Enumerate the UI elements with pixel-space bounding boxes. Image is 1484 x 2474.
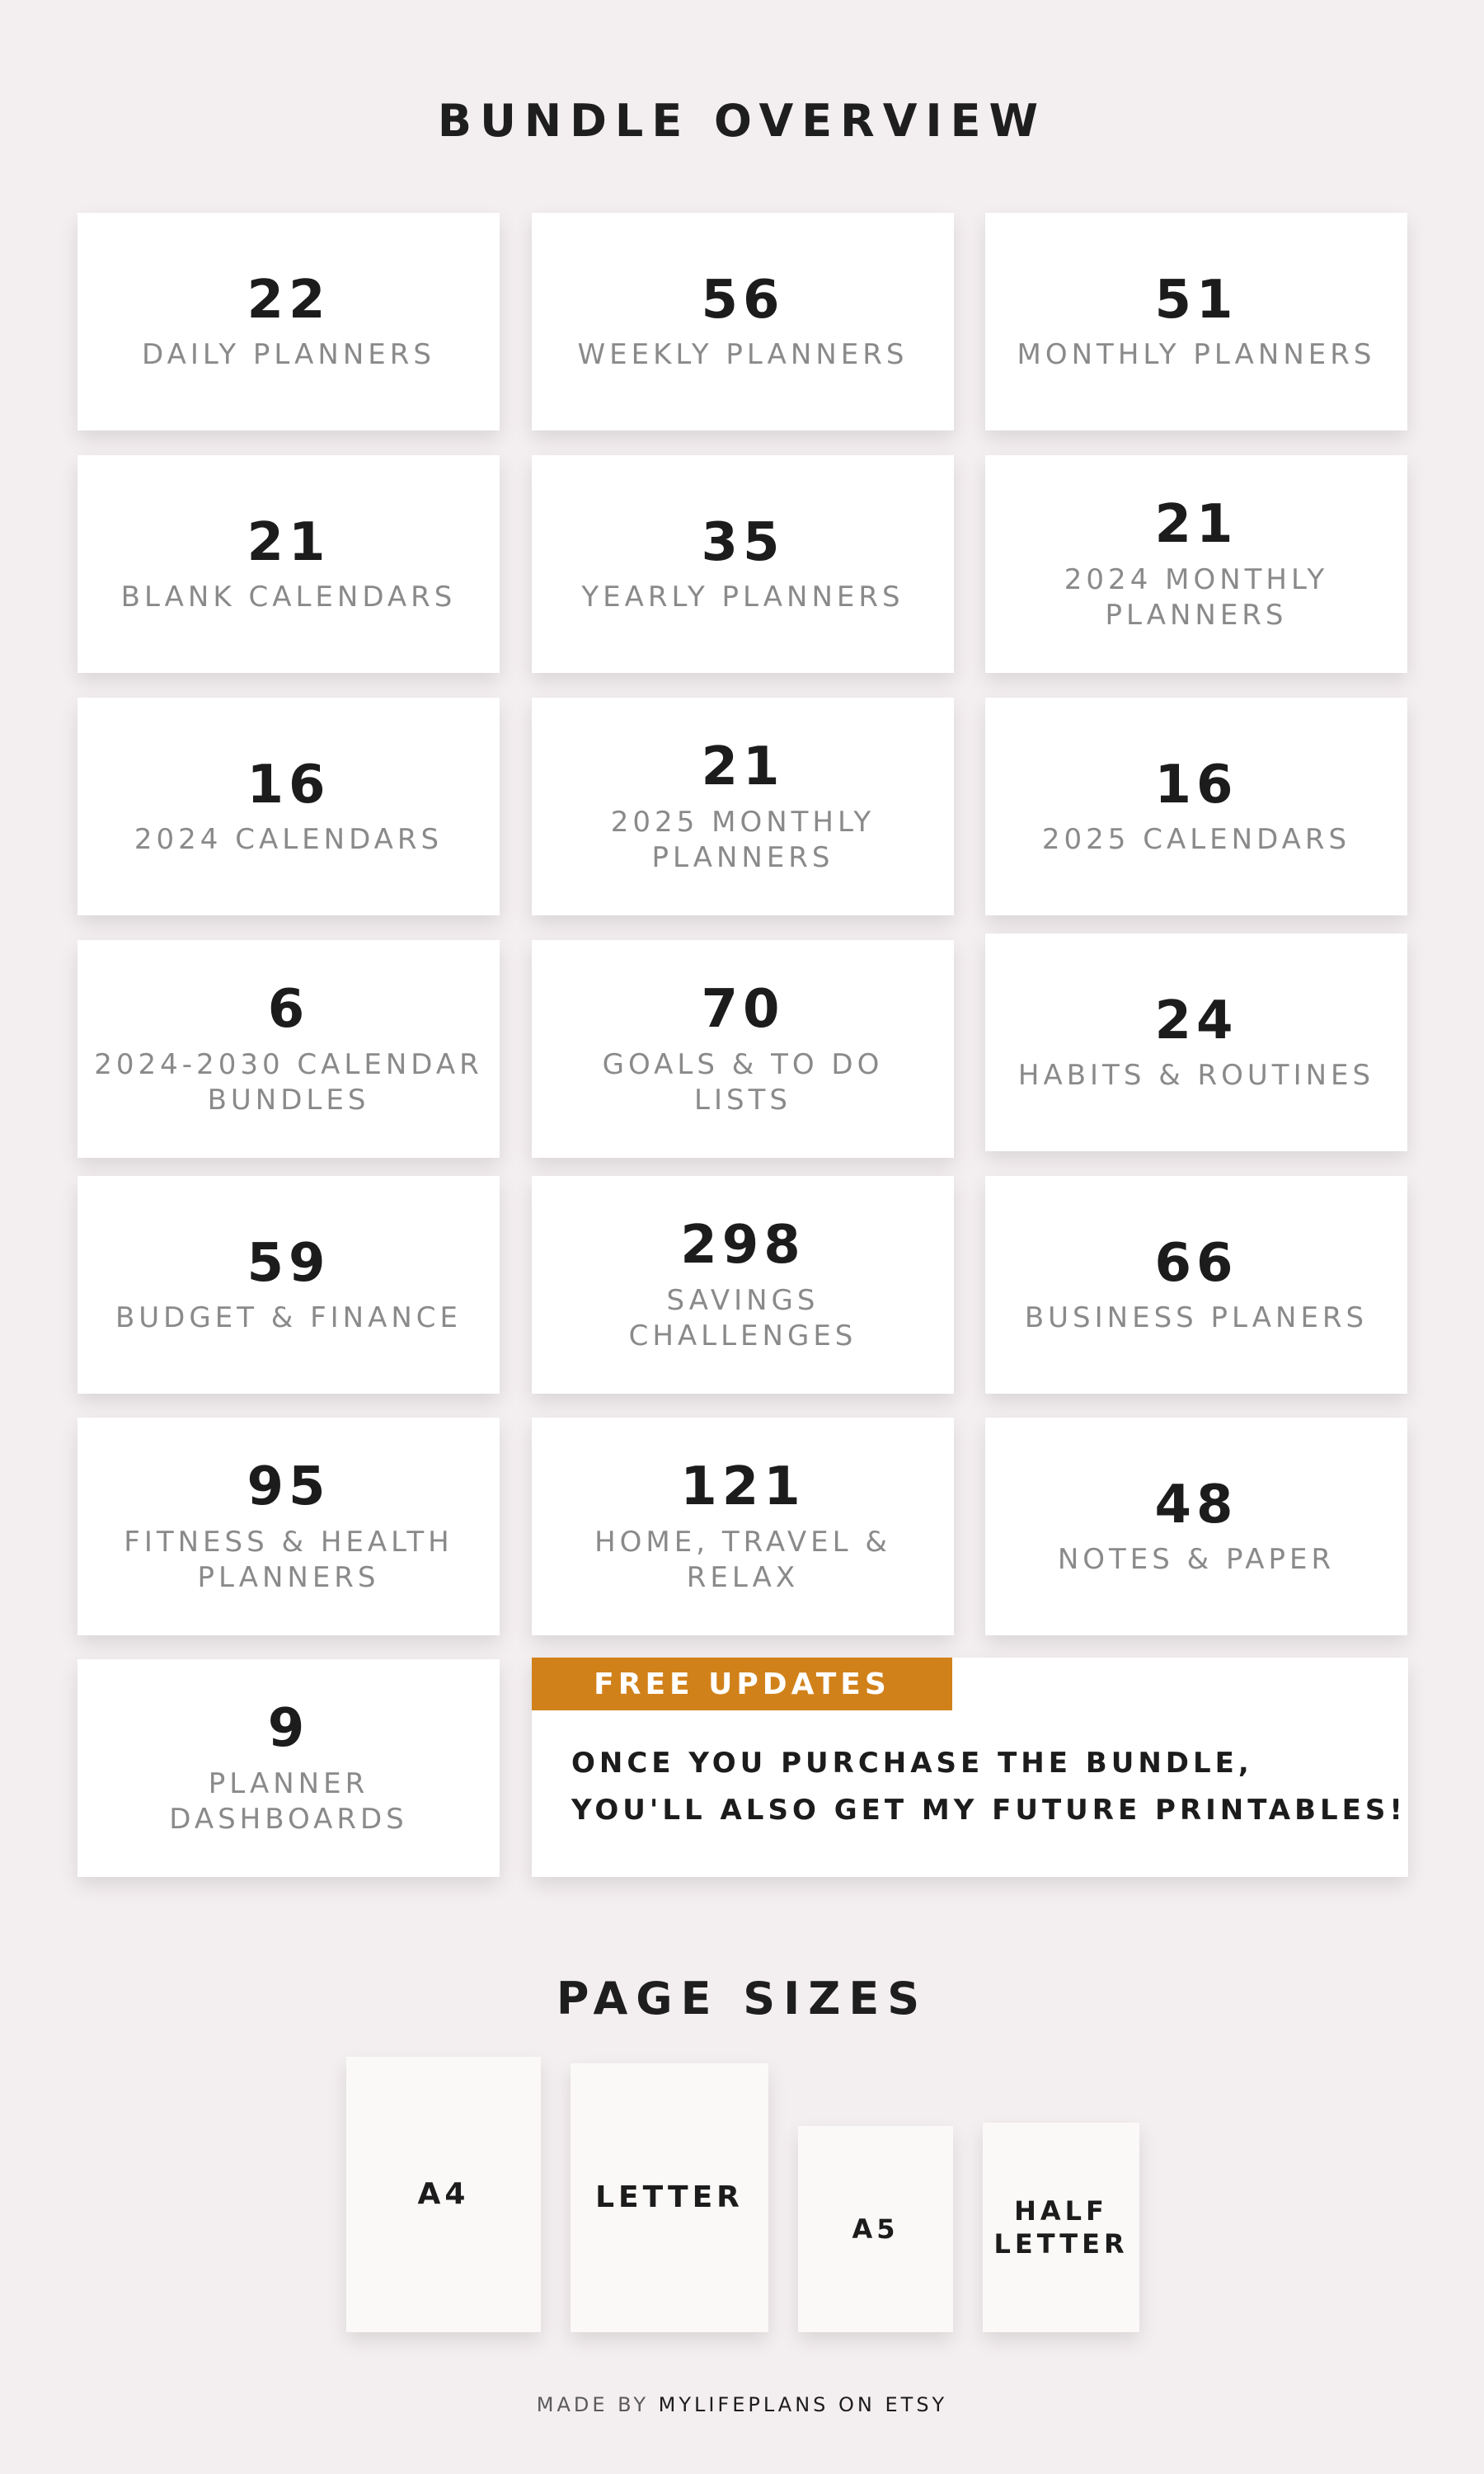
- card-label: SAVINGS CHALLENGES: [628, 1283, 857, 1352]
- card-label: YEARLY PLANNERS: [581, 581, 904, 614]
- footer-brand: MYLIFEPLANS ON ETSY: [658, 2393, 948, 2416]
- card-label: MONTHLY PLANNERS: [1017, 338, 1376, 372]
- bundle-overview-title: BUNDLE OVERVIEW: [437, 95, 1047, 147]
- card-count: 6: [267, 979, 310, 1041]
- card-label: HOME, TRAVEL & RELAX: [594, 1525, 891, 1594]
- card-home-travel-relax: [532, 1418, 954, 1635]
- card-2024-calendars: [77, 698, 500, 915]
- card-count: 66: [1154, 1232, 1238, 1294]
- free-updates-badge: FREE UPDATES: [532, 1658, 952, 1710]
- card-label: 2025 CALENDARS: [1041, 823, 1351, 857]
- card-label: NOTES & PAPER: [1057, 1543, 1336, 1577]
- card-count: 51: [1154, 269, 1238, 331]
- card-count: 121: [680, 1456, 805, 1518]
- card-label: BUSINESS PLANERS: [1024, 1301, 1369, 1335]
- free-updates-card: [532, 1658, 1408, 1877]
- size-half-letter: HALF LETTER: [983, 2123, 1139, 2332]
- free-updates-line-2: YOU'LL ALSO GET MY FUTURE PRINTABLES!: [571, 1794, 1407, 1827]
- card-label: BLANK CALENDARS: [120, 581, 457, 614]
- card-2024-monthly-planners: [985, 455, 1407, 673]
- card-count: 21: [1154, 494, 1238, 556]
- card-label: BUDGET & FINANCE: [115, 1301, 463, 1335]
- free-updates-text: [571, 1740, 1407, 1834]
- card-count: 24: [1154, 990, 1238, 1051]
- footer-prefix: MADE BY: [536, 2393, 659, 2416]
- card-weekly-planners: [532, 213, 954, 430]
- card-label: PLANNER DASHBOARDS: [169, 1766, 408, 1836]
- card-count: 16: [247, 754, 331, 816]
- card-savings-challenges: [532, 1176, 954, 1394]
- card-count: 95: [247, 1456, 331, 1518]
- card-blank-calendars: [77, 455, 500, 673]
- card-2025-calendars: [985, 698, 1407, 915]
- card-count: 9: [267, 1698, 310, 1760]
- card-count: 59: [247, 1232, 331, 1294]
- size-a5: A5: [798, 2126, 953, 2332]
- card-count: 56: [701, 269, 785, 331]
- card-label: 2024 MONTHLY PLANNERS: [1064, 562, 1329, 632]
- card-count: 35: [701, 511, 785, 573]
- card-label: HABITS & ROUTINES: [1017, 1059, 1375, 1093]
- card-label: 2024-2030 CALENDAR BUNDLES: [94, 1047, 483, 1117]
- card-budget-finance: [77, 1176, 500, 1394]
- card-notes-paper: [985, 1418, 1407, 1635]
- card-business-planers: [985, 1176, 1407, 1394]
- card-count: 70: [701, 979, 785, 1041]
- free-updates-line-1: ONCE YOU PURCHASE THE BUNDLE,: [571, 1747, 1253, 1780]
- card-monthly-planners: [985, 213, 1407, 430]
- card-label: FITNESS & HEALTH PLANNERS: [124, 1525, 453, 1594]
- card-count: 21: [701, 736, 785, 798]
- size-a4: A4: [346, 2057, 541, 2332]
- card-planner-dashboards: [77, 1659, 500, 1877]
- card-label: 2024 CALENDARS: [134, 823, 444, 857]
- card-label: 2025 MONTHLY PLANNERS: [610, 805, 876, 874]
- card-label: GOALS & TO DO LISTS: [602, 1047, 884, 1117]
- card-count: 21: [247, 511, 331, 573]
- card-yearly-planners: [532, 455, 954, 673]
- card-goals-to-do-lists: [532, 940, 954, 1158]
- card-count: 298: [680, 1215, 805, 1277]
- card-count: 48: [1154, 1474, 1238, 1536]
- card-daily-planners: [77, 213, 500, 430]
- card-habits-routines: [985, 934, 1407, 1151]
- page-sizes-title: PAGE SIZES: [556, 1973, 928, 2025]
- card-2024-2030-calendar-bundles: [77, 940, 500, 1158]
- footer-credit: [0, 2393, 1484, 2416]
- size-letter: LETTER: [571, 2063, 768, 2332]
- card-2025-monthly-planners: [532, 698, 954, 915]
- card-label: WEEKLY PLANNERS: [577, 338, 909, 372]
- card-label: DAILY PLANNERS: [142, 338, 435, 372]
- card-count: 16: [1154, 754, 1238, 816]
- card-fitness-health-planners: [77, 1418, 500, 1635]
- card-count: 22: [247, 269, 331, 331]
